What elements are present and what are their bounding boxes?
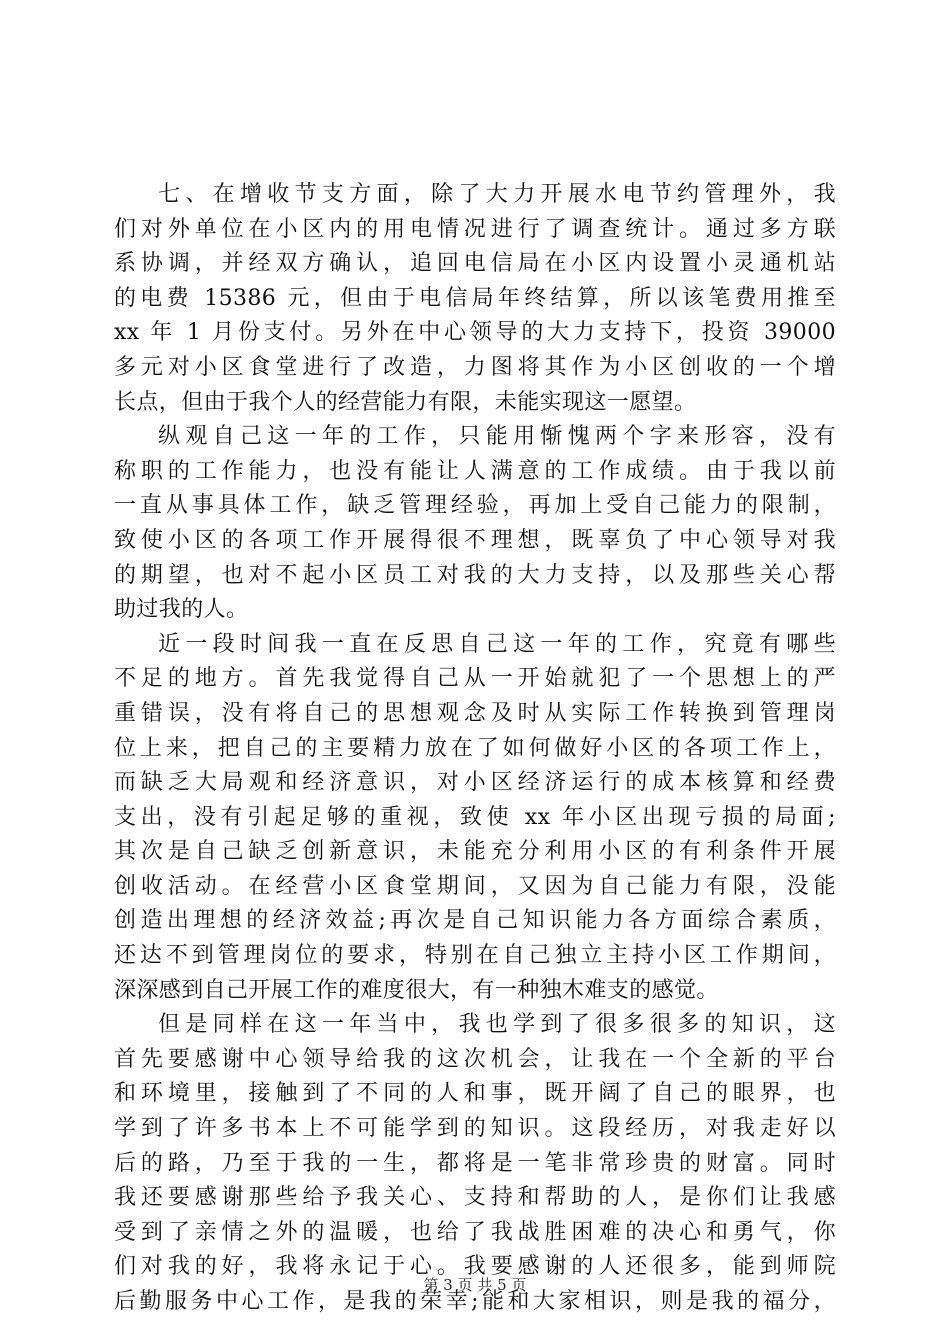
text-line: 首先要感谢中心领导给我的这次机会，让我在一个全新的平台 bbox=[114, 1046, 836, 1072]
text-line: 系协调，并经双方确认，追回电信局在小区内设置小灵通机站 bbox=[114, 251, 836, 277]
text-line: 致使小区的各项工作开展得很不理想，既辜负了中心领导对我 bbox=[114, 527, 836, 553]
text-line: 而缺乏大局观和经济意识，对小区经济运行的成本核算和经费 bbox=[114, 770, 836, 796]
text-line: 称职的工作能力，也没有能让人满意的工作成绩。由于我以前 bbox=[114, 458, 836, 484]
text-line: 深深感到自己开展工作的难度很大，有一种独木难支的感觉。 bbox=[114, 977, 719, 1003]
text-line: 创造出理想的经济效益;再次是自己知识能力各方面综合素质， bbox=[114, 908, 836, 934]
text-line: 近一段时间我一直在反思自己这一年的工作，究竟有哪些 bbox=[158, 631, 836, 657]
text-line: 受到了亲情之外的温暖，也给了我战胜困难的决心和勇气，你 bbox=[114, 1219, 836, 1245]
text-line: 的电费 15386 元，但由于电信局年终结算，所以该笔费用推至 bbox=[114, 285, 836, 311]
text-line: 一直从事具体工作，缺乏管理经验，再加上受自己能力的限制， bbox=[114, 493, 836, 519]
text-line: 我还要感谢那些给予我关心、支持和帮助的人，是你们让我感 bbox=[114, 1185, 836, 1211]
text-line: 还达不到管理岗位的要求，特别在自己独立主持小区工作期间， bbox=[114, 943, 836, 969]
page-footer: 第 3 页 共 5 页 bbox=[423, 1276, 527, 1294]
text-line: 创收活动。在经营小区食堂期间，又因为自己能力有限，没能 bbox=[114, 873, 836, 899]
text-line: 们对我的好，我将永记于心。我要感谢的人还很多，能到师院 bbox=[114, 1254, 836, 1280]
text-line: 后勤服务中心工作，是我的荣幸;能和大家相识，则是我的福分， bbox=[114, 1289, 836, 1314]
text-line: 纵观自己这一年的工作，只能用惭愧两个字来形容，没有 bbox=[158, 424, 836, 450]
text-line: 不足的地方。首先我觉得自己从一开始就犯了一个思想上的严 bbox=[114, 666, 836, 692]
text-line: xx 年 1 月份支付。另外在中心领导的大力支持下，投资 39000 bbox=[114, 320, 836, 346]
body-text bbox=[114, 178, 836, 1320]
text-line: 但是同样在这一年当中，我也学到了很多很多的知识，这 bbox=[158, 1012, 836, 1038]
text-line: 后的路，乃至于我的一生，都将是一笔非常珍贵的财富。同时 bbox=[114, 1150, 836, 1176]
text-line: 们对外单位在小区内的用电情况进行了调查统计。通过多方联 bbox=[114, 216, 836, 242]
text-line: 支出，没有引起足够的重视，致使 xx 年小区出现亏损的局面; bbox=[114, 804, 836, 830]
text-line: 重错误，没有将自己的思想观念及时从实际工作转换到管理岗 bbox=[114, 700, 836, 726]
text-line: 长点，但由于我个人的经营能力有限，未能实现这一愿望。 bbox=[114, 389, 697, 415]
text-line: 多元对小区食堂进行了改造，力图将其作为小区创收的一个增 bbox=[114, 354, 836, 380]
text-line: 位上来，把自己的主要精力放在了如何做好小区的各项工作上， bbox=[114, 735, 836, 761]
text-line: 其次是自己缺乏创新意识，未能充分利用小区的有利条件开展 bbox=[114, 839, 836, 865]
text-line: 学到了许多书本上不可能学到的知识。这段经历，对我走好以 bbox=[114, 1116, 836, 1142]
text-line: 七、在增收节支方面，除了大力开展水电节约管理外，我 bbox=[158, 182, 836, 207]
text-line: 和环境里，接触到了不同的人和事，既开阔了自己的眼界，也 bbox=[114, 1081, 836, 1107]
text-line: 的期望，也对不起小区员工对我的大力支持，以及那些关心帮 bbox=[114, 562, 836, 588]
text-line: 助过我的人。 bbox=[114, 597, 249, 623]
